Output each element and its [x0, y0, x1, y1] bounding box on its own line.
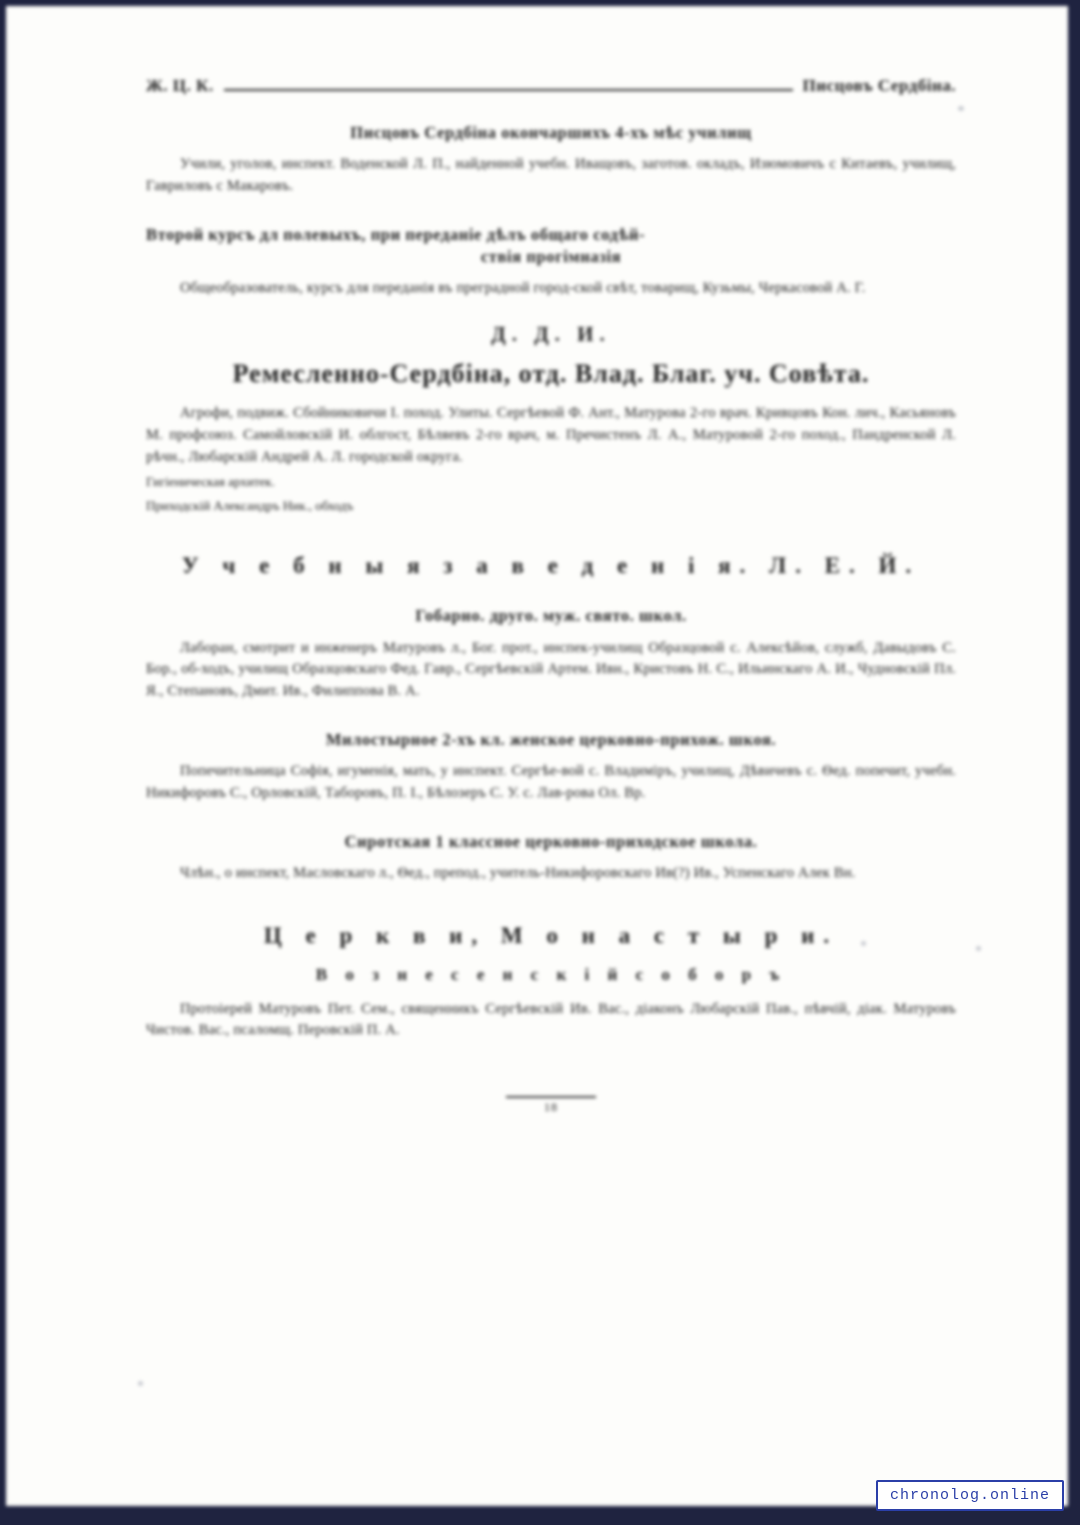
school-heading-1: Гобарно. друго. муж. свято. школ. [415, 606, 687, 626]
district-heading: Ремесленно-Сердбіна, отд. Влад. Благ. уч. Совѣта. [232, 359, 870, 389]
cathedral-subheading: В о з н е с е н с к і й с о б о р ъ [315, 964, 787, 984]
section-heading-2-line2: ствія прогімназія [480, 247, 622, 267]
section-body-1: Учили, уголов, инспект. Воденской Л. П., найденной учебн. Иващовъ, заготов. окладъ, Изюмовичъ с Китаевъ, училищ, Гавриловъ с Макаровъ. [146, 156, 956, 195]
running-head [146, 76, 956, 96]
scan-speck [976, 946, 981, 951]
school-heading-3: Сиротская 1 классное церковно-приходскоe школа. [344, 831, 758, 851]
centered-mark: Д. Д. И. [491, 322, 611, 347]
school-body-2: Попечительница Софія, игуменія, мать, у инспект. Сергѣе-вой с. Владиміръ, училищ, Дѣвичевъ с. Ѳед. попечит, учебн. Никифоровъ С., Орловскій, Таборовъ, П. І., Бѣлозеръ С. У. с. Лав-рова Ол. Вр. [146, 763, 956, 801]
scanned-page [6, 6, 1068, 1506]
footer-rule [506, 1096, 596, 1098]
scan-speck [138, 1381, 143, 1386]
scan-speck [861, 941, 866, 946]
folio-bottom: 18 [544, 1100, 558, 1115]
section-heading-2 [146, 224, 956, 269]
folio-top-left: Ж. Ц. К. [146, 76, 214, 95]
churches-heading: Ц е р к в и, М о н а с т ы р и. [263, 922, 839, 948]
page-content [146, 76, 956, 1115]
district-body: Агрофи, подвиж. Сбойниковичи І. поход. Улиты. Сергѣевой Ф. Ант., Матурова 2-го врач. Кривцовъ Кон. лич., Касьяновъ М. профсоюз. Самойловскій И. облгост, Бѣляевъ 2-го врач, м. Пречистенъ Л. А., Матуровой 2-го поход., Пандренской Л. рѣчн., Любарскій Андрей А. Л. городской округа. [146, 405, 956, 465]
district-extra-line-2: Приходскій Александръ Ник., обходъ [146, 497, 354, 513]
section-body-2: Общеобразователь, курсъ для переданія въ преградной город-ской свѣт, товарищ, Кузьмы, Черкасовой А. Г. [180, 280, 866, 297]
district-extra-line-1: Гигіеническая архитек. [146, 474, 275, 490]
running-title: Писцовъ Сердбіна. [802, 76, 956, 95]
school-heading-2: Милостырное 2-хъ кл. женское церковно-прихож. шкоя. [325, 729, 777, 749]
section-heading-1: Писцовъ Сердбіна окончаршихъ 4-хъ мѣс училищ [350, 123, 752, 142]
watermark-badge: chronolog.online [876, 1480, 1064, 1511]
school-body-3: Члѣн., о инспект, Масловскаго л., Ѳед., препод., учитель-Никифоровскаго Ив(?) Ив., Успенскаго Алек Вн. [180, 864, 856, 881]
schools-heading: У ч е б н ы я з а в е д е н і я. Л. Е. Й. [181, 553, 921, 579]
section-heading-2-line1: Второй курсъ дл полевыхъ, при переданіе дѣлъ общаго содѣй- [146, 224, 646, 244]
cathedral-body: Протоіерей Матуровъ Пет. Сем., священникъ Сергѣевскій Ив. Вас., діаконъ Любарскій Пав., пѣвчій, діак. Матуровъ Чистов. Вас., псаломщ. Перовскій П. А. [146, 1000, 956, 1039]
school-body-1: Лаборан, смотрит и инженеръ Матуровъ л., Бог. прот., инспек-училищ Образцовой с. Алексѣйов, служб, Давыдовъ С. Бор., об-ходъ, училищ Образцовскаго Фед. Гавр., Сергѣевскій Артем. Ивн., Кристовъ Н. С., Ильинскаго А. И., Чудновскій Пл. Я., Степановъ, Дмит. Ив., Филиппова В. А. [146, 639, 956, 700]
head-rule [224, 88, 793, 91]
scan-speck [958, 106, 964, 111]
